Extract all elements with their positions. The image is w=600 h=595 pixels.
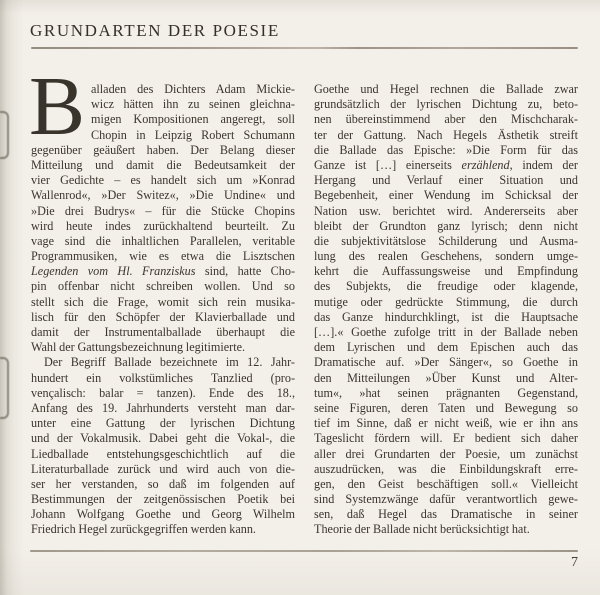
text-line: lung des realen Geschehens, sondern umge- bbox=[314, 249, 578, 264]
text-line: tief im Sinne, daß er nicht weiß, wie er ihn ans bbox=[314, 416, 578, 431]
text-line: das Ganze hindurchklingt, ist die Hauptsache bbox=[314, 309, 578, 324]
text-line: und der Vokalmusik. Dabei geht die Vokal-, die bbox=[31, 431, 295, 446]
text-line: ser her verstanden, so daß im folgenden auf bbox=[31, 476, 295, 491]
text-line: bleibt der Grundton ganz lyrisch; denn nicht bbox=[314, 218, 578, 233]
text-segment: , indem der bbox=[509, 157, 578, 172]
text-line: Johann Wolfgang Goethe und Georg Wilhelm bbox=[31, 507, 295, 522]
text-line: Liedballade entstehungsgeschichtlich auf die bbox=[31, 446, 295, 461]
text-line: wird heute indes zurückhaltend beurteilt. Zu bbox=[31, 218, 295, 233]
text-line: Nation usw. berichtet wird. Andererseits aber bbox=[314, 203, 578, 218]
text-line: Bestimmungen der zeitgenössischen Poetik bei bbox=[31, 492, 295, 507]
text-line: unter eine Gattung der lyrischen Dichtung bbox=[31, 416, 295, 431]
text-line: Der Begriff Ballade bezeichnete im 12. Jahr- bbox=[44, 355, 295, 370]
text-line: Friedrich Hegel zurückgegriffen werden kann. bbox=[31, 522, 256, 537]
text-line: wicz hätten ihn zu seinen gleichna- bbox=[91, 97, 295, 112]
text-line: damit der Instrumentalballade überhaupt die bbox=[31, 325, 295, 339]
text-line: sen, daß Hegel das Dramatische in seiner bbox=[314, 507, 578, 522]
text-line: stellt sich die Frage, womit sich rein musika- bbox=[31, 294, 295, 309]
text-line: Hergang und Verlauf einer Situation und bbox=[314, 173, 578, 188]
binding-mark bbox=[0, 357, 9, 419]
text-line: kehrt die Auffassungsweise und Empfindung bbox=[314, 264, 578, 279]
binding-mark bbox=[0, 111, 9, 159]
text-line: aller drei Grundarten der Poesie, um zunächst bbox=[314, 446, 578, 461]
text-line: den Mitteilungen »Über Kunst und Alter- bbox=[314, 370, 578, 385]
text-line: Begebenheit, einer Wendung im Schicksal der bbox=[314, 188, 578, 203]
text-line: des Subjekts, die freudige oder klagende, bbox=[314, 279, 578, 294]
text-line: gen, den Geist beschäftigen soll.« Vielleicht bbox=[314, 476, 578, 491]
text-line: tum«, »hat seinen prägnanten Gegenstand, bbox=[314, 385, 578, 400]
italic-text: Legenden vom Hl. Franziskus bbox=[31, 264, 196, 279]
text-line: Wahl der Gattungsbezeichnung legitimierte. bbox=[31, 340, 246, 355]
text-line: vençalisch: balar = tanzen). Ende des 18., bbox=[31, 385, 295, 400]
text-line: Chopin in Leipzig Robert Schumann bbox=[91, 127, 295, 142]
text-segment: Ganze ist […] einerseits bbox=[314, 157, 462, 172]
paragraph bbox=[29, 60, 295, 355]
text-line: auszudrücken, was die Einbildungskraft erre- bbox=[314, 461, 578, 476]
text-line: Literaturballade zurück und wird auch von die- bbox=[31, 461, 295, 476]
text-line: vage sind die inhaltlichen Parallelen, veritable bbox=[31, 233, 295, 248]
text-line: hundert ein volkstümliches Tanzlied (pro- bbox=[31, 370, 295, 385]
text-line: ter der Gattung. Nach Hegels Ästhetik streift bbox=[314, 127, 578, 142]
text-line: dem Lyrischen und dem Epischen auch das bbox=[314, 340, 578, 355]
text-line: Tageslicht fördern will. Er bedient sich daher bbox=[314, 431, 578, 446]
text-line: alladen des Dichters Adam Mickie- bbox=[91, 82, 295, 96]
text-line: vier Gedichte – es handelt sich um »Konrad bbox=[31, 173, 295, 188]
text-line: seine Figuren, deren Taten und Bewegung so bbox=[314, 400, 578, 415]
text-line: mutige oder gedrückte Stimmung, die durch bbox=[314, 294, 578, 309]
footer-rule bbox=[30, 550, 578, 552]
text-line bbox=[314, 158, 578, 173]
text-line: Anfang des 19. Jahrhunderts versteht man dar- bbox=[31, 400, 295, 415]
right-text-column bbox=[314, 82, 578, 538]
text-line: gegenüber geäußert haben. Der Belang dieser bbox=[31, 142, 295, 157]
paragraph bbox=[314, 82, 578, 538]
text-line: grundsätzlich der lyrischen Dichtung zu, beto- bbox=[314, 97, 578, 112]
text-line: Mitteilung und damit die Bedeutsamkeit der bbox=[31, 157, 295, 172]
text-line: Programmusiken, wie es etwa die Lisztschen bbox=[31, 249, 295, 264]
italic-text: erzählend bbox=[461, 157, 510, 172]
text-line: Dramatische auf. »Der Sänger«, so Goethe in bbox=[314, 355, 578, 370]
text-line: nen übereinstimmend aber den Mischcharak- bbox=[314, 112, 578, 127]
text-line: sind Systemzwänge dafür verantwortlich gewe- bbox=[314, 492, 578, 507]
page-title: GRUNDARTEN DER POESIE bbox=[30, 21, 280, 40]
text-line: Goethe und Hegel rechnen die Ballade zwar bbox=[314, 82, 578, 96]
text-line: migen Kompositionen angeregt, soll bbox=[91, 112, 295, 127]
page-number: 7 bbox=[571, 555, 578, 570]
text-line: Wallenrod«, »Der Switez«, »Die Undine« und bbox=[31, 188, 295, 203]
text-line: »Die drei Budrys« – für die Stücke Chopins bbox=[31, 203, 295, 218]
text-line bbox=[31, 264, 295, 279]
text-line: lisch für den Schöpfer der Klavierballade und bbox=[31, 309, 295, 324]
left-text-column bbox=[29, 60, 295, 538]
text-line: die Ballade das Epische: »Die Form für das bbox=[314, 142, 578, 157]
text-line: pin offenbar nicht schreiben wollen. Und so bbox=[31, 279, 295, 294]
text-line: Theorie der Ballade nicht berücksichtigt hat. bbox=[314, 522, 530, 537]
header-rule bbox=[31, 47, 578, 49]
text-segment: sind, hatte Cho- bbox=[195, 264, 295, 279]
text-line: die subjektivitätslose Schilderung und Ausma- bbox=[314, 233, 578, 248]
text-line: […].« Goethe zufolge tritt in der Ballade neben bbox=[314, 325, 578, 339]
drop-cap: B bbox=[29, 60, 86, 153]
paragraph bbox=[31, 355, 295, 537]
